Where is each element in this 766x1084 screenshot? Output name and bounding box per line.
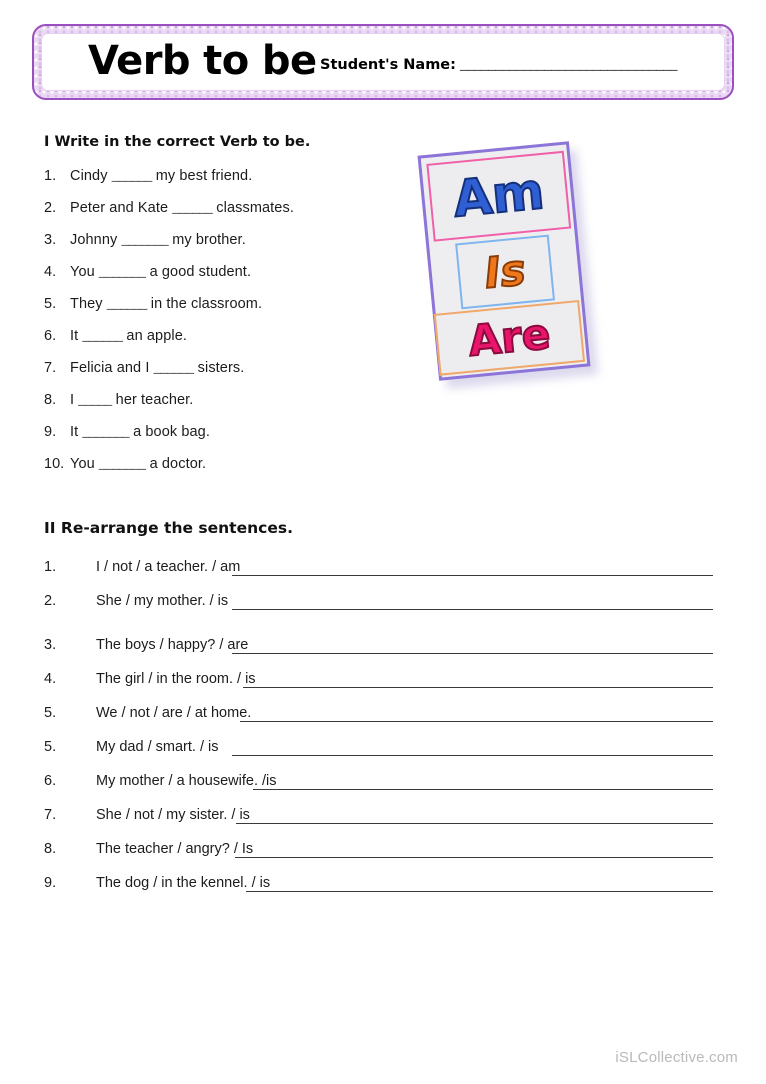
exercise-1-text-after: my best friend. [151, 168, 253, 184]
exercise-1-answer-blank[interactable]: _______ [82, 424, 129, 440]
exercise-2-answer-line[interactable] [243, 687, 713, 688]
exercise-1-item-number: 5. [44, 296, 57, 312]
exercise-1-item [44, 392, 404, 424]
exercise-2-item [44, 700, 724, 734]
exercise-1-answer-blank[interactable]: ______ [111, 168, 152, 184]
exercise-1-item-text [70, 360, 244, 377]
exercise-1-item-number: 1. [44, 168, 57, 184]
footer-watermark: iSLCollective.com [615, 1049, 738, 1066]
exercise-1-text-before: They [70, 296, 107, 312]
exercise-2-item-number: 8. [44, 841, 57, 857]
exercise-1-text-before: You [70, 456, 99, 472]
exercise-1-item-text [70, 232, 246, 249]
exercise-1-text-before: Cindy [70, 168, 112, 184]
exercise-2-answer-line[interactable] [253, 789, 713, 790]
exercise-2-item-number: 2. [44, 593, 57, 609]
exercise-2-answer-line[interactable] [232, 609, 713, 610]
exercise-1-list [44, 168, 404, 488]
exercise-1-answer-blank[interactable]: ______ [153, 360, 194, 376]
exercise-1-item-text [70, 296, 262, 313]
exercise-2-answer-line[interactable] [240, 721, 713, 722]
exercise-1-answer-blank[interactable]: _____ [78, 392, 112, 408]
exercise-2-item-text: The boys / happy? / are [96, 637, 249, 653]
am-is-are-poster [420, 142, 600, 388]
exercise-2-item-number: 4. [44, 671, 57, 687]
exercise-2-item-text: She / my mother. / is [96, 593, 229, 609]
exercise-1-item-number: 10. [44, 456, 65, 472]
poster-panel-are [434, 300, 585, 376]
exercise-1-item-text [70, 264, 251, 281]
exercise-1-item-text [70, 424, 210, 441]
exercise-2-list [44, 554, 724, 904]
exercise-1-item-number: 4. [44, 264, 57, 280]
exercise-1-answer-blank[interactable]: ______ [172, 200, 213, 216]
exercise-1-item-text [70, 328, 187, 345]
exercise-2-item-number: 5. [44, 739, 57, 755]
exercise-1-text-before: It [70, 328, 83, 344]
exercise-1-answer-blank[interactable]: ______ [106, 296, 147, 312]
exercise-1-answer-blank[interactable]: _______ [98, 264, 146, 280]
poster-word-am: Am [450, 161, 547, 229]
exercise-1-answer-blank[interactable]: _______ [98, 456, 146, 472]
poster-panel-am [426, 151, 571, 242]
exercise-1-item-text [70, 168, 252, 185]
exercise-2-item-text: She / not / my sister. / is [96, 807, 250, 823]
exercise-2-item-text: My mother / a housewife. /is [96, 773, 277, 789]
exercise-2-item-number: 9. [44, 875, 57, 891]
exercise-2-answer-line[interactable] [232, 575, 713, 576]
exercise-1-item-number: 6. [44, 328, 57, 344]
exercise-1-item-text [70, 200, 294, 217]
exercise-1-item [44, 328, 404, 360]
exercise-1-item-number: 8. [44, 392, 57, 408]
exercise-1-item-number: 7. [44, 360, 57, 376]
exercise-1-item [44, 424, 404, 456]
exercise-2-heading: II Re-arrange the sentences. [44, 519, 293, 537]
exercise-1-text-before: Peter and Kate [70, 200, 173, 216]
exercise-1-item-text [70, 456, 206, 473]
exercise-2-item [44, 554, 724, 588]
exercise-2-item-number: 7. [44, 807, 57, 823]
exercise-1-text-after: a book bag. [128, 424, 210, 440]
exercise-1-item-number: 9. [44, 424, 57, 440]
exercise-1-text-after: a doctor. [145, 456, 207, 472]
exercise-2-answer-line[interactable] [235, 857, 713, 858]
exercise-1-text-before: Felicia and I [70, 360, 154, 376]
exercise-1-item [44, 360, 404, 392]
exercise-1-text-before: You [70, 264, 99, 280]
poster-panel-is [455, 235, 555, 310]
exercise-2-answer-line[interactable] [232, 653, 713, 654]
exercise-2-item-text: The dog / in the kennel. / is [96, 875, 271, 891]
exercise-2-item [44, 870, 724, 904]
exercise-1-text-before: Johnny [70, 232, 122, 248]
exercise-1-item-number: 3. [44, 232, 57, 248]
exercise-2-answer-line[interactable] [232, 755, 713, 756]
exercise-1-item-text [70, 392, 193, 409]
header-inner-panel [41, 33, 725, 91]
exercise-2-item-text: The girl / in the room. / is [96, 671, 256, 687]
exercise-2-item-text: My dad / smart. / is [96, 739, 219, 755]
poster-frame [418, 141, 591, 381]
exercise-2-item-text: The teacher / angry? / Is [96, 841, 254, 857]
exercise-1-heading: I Write in the correct Verb to be. [44, 134, 311, 150]
exercise-1-text-after: her teacher. [111, 392, 194, 408]
exercise-1-text-before: It [70, 424, 83, 440]
exercise-1-text-after: a good student. [145, 264, 252, 280]
exercise-1-text-after: an apple. [122, 328, 187, 344]
page-title: Verb to be [88, 38, 317, 85]
exercise-1-answer-blank[interactable]: _______ [121, 232, 169, 248]
exercise-2-item-number: 1. [44, 559, 57, 575]
exercise-2-answer-line[interactable] [246, 891, 713, 892]
student-name-blank-line[interactable]: _______________________________ [459, 57, 677, 74]
header-banner [32, 24, 734, 100]
exercise-1-text-after: classmates. [212, 200, 294, 216]
exercise-2-item-number: 6. [44, 773, 57, 789]
poster-word-is: Is [482, 245, 528, 298]
exercise-1-text-after: in the classroom. [146, 296, 263, 312]
exercise-2-item [44, 734, 724, 768]
exercise-1-answer-blank[interactable]: ______ [82, 328, 123, 344]
exercise-1-item [44, 456, 404, 488]
exercise-2-item [44, 768, 724, 802]
student-name-field [320, 57, 677, 74]
exercise-2-item-text: I / not / a teacher. / am [96, 559, 241, 575]
exercise-1-item [44, 168, 404, 200]
exercise-1-item [44, 264, 404, 296]
exercise-2-item [44, 802, 724, 836]
exercise-2-item [44, 836, 724, 870]
exercise-1-item [44, 200, 404, 232]
poster-word-are: Are [466, 309, 553, 366]
exercise-1-text-after: sisters. [193, 360, 245, 376]
exercise-2-item [44, 588, 724, 622]
exercise-1-item [44, 296, 404, 328]
exercise-2-item [44, 632, 724, 666]
exercise-2-item-number: 5. [44, 705, 57, 721]
exercise-1-text-before: I [70, 392, 79, 408]
exercise-2-item-text: We / not / are / at home. [96, 705, 252, 721]
exercise-1-text-after: my brother. [168, 232, 246, 248]
exercise-1-item [44, 232, 404, 264]
exercise-2-item [44, 666, 724, 700]
exercise-2-answer-line[interactable] [236, 823, 713, 824]
exercise-2-item-number: 3. [44, 637, 57, 653]
student-name-label: Student's Name: [320, 57, 456, 74]
exercise-1-item-number: 2. [44, 200, 57, 216]
